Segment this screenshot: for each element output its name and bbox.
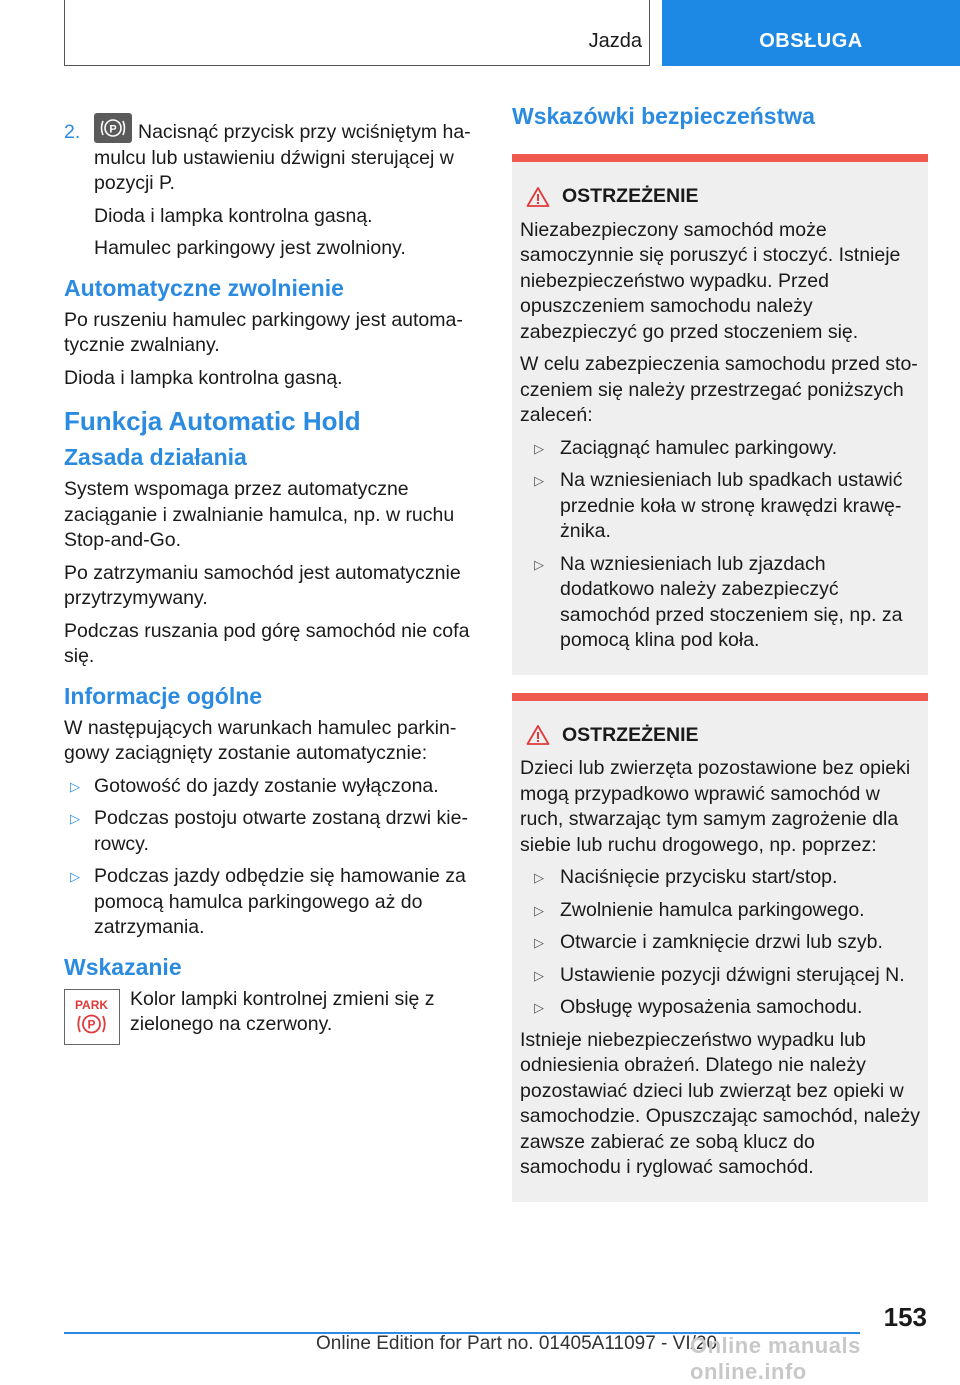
heading-principle: Zasada działania (64, 444, 247, 470)
triangle-bullet-icon: ▷ (534, 870, 544, 885)
triangle-bullet-icon: ▷ (534, 935, 544, 950)
step-number: 2. (64, 121, 81, 143)
list-item: ▷ Obsługę wyposażenia samochodu. (520, 995, 920, 1021)
step-result-1: Dioda i lampka kontrolna gasną. (94, 204, 373, 227)
warning-text: W celu zabezpieczenia samochodu przed stoczeniem się należy przestrzegać poniższych zaleceń: (520, 353, 918, 426)
warning-box-2 (512, 693, 928, 1202)
list-item: ▷ Ustawienie pozycji dźwigni sterującej N. (520, 963, 920, 989)
warning-title: OSTRZEŻENIE (520, 723, 920, 749)
list-item: ▷ Otwarcie i zamknięcie drzwi lub szyb. (520, 930, 920, 956)
warning-text: Istnieje niebezpieczeństwo wypadku lub odniesienia obrażeń. Dlatego nie należy pozostawiać dzieci lub zwierząt bez opieki w samochodzie. Opuszczając samochód, należy zawsze zabierać ze sobą klucz do samochodu i ryglować samochód. (520, 1028, 920, 1178)
step-text: P Nacisnąć przycisk przy wciśniętym hamulcu lub ustawieniu dźwigni sterującej w pozycji P. (94, 120, 480, 197)
right-column (512, 102, 928, 1220)
warning-text: Dzieci lub zwierzęta pozostawione bez opieki mogą przypadkowo wprawić samochód w ruch, stwarzając tym samym zagrożenie dla siebie lub ruchu drogowego, np. poprzez: (520, 757, 911, 856)
footer-edition: Online Edition for Part no. 01405A11097 - VI/20 (316, 1333, 718, 1354)
list-item: ▷ Na wzniesieniach lub spadkach ustawić przednie koła w stronę krawędzi krawężnika. (534, 469, 903, 542)
paragraph: System wspomaga przez automatyczne zaciąganie i zwalnianie hamulca, np. w ruchu Stop-and-Go. (64, 478, 455, 551)
list-item: ▷ Podczas jazdy odbędzie się hamowanie za pomocą hamulca parkingowego aż do zatrzymania. (70, 865, 466, 938)
heading-general-info: Informacje ogólne (64, 682, 263, 709)
warning-list (520, 436, 920, 654)
warning-triangle-icon (526, 186, 550, 208)
park-indicator-icon (64, 989, 120, 1045)
step-result-2: Hamulec parkingowy jest zwolniony. (94, 237, 406, 259)
svg-text:P: P (109, 123, 117, 136)
heading-display: Wskazanie (64, 953, 182, 980)
page-number: 153 (883, 1302, 927, 1332)
triangle-bullet-icon: ▷ (534, 473, 544, 488)
heading-safety: Wskazówki bezpieczeństwa (512, 103, 815, 129)
parking-brake-button-icon (94, 113, 132, 143)
list-item: ▷ Na wzniesieniach lub zjazdach dodatkowo należy zabezpieczyć samochód przed stoczeniem się, np. za pomocą klina pod koła. (534, 552, 903, 651)
warning-list (520, 865, 920, 1021)
triangle-bullet-icon: ▷ (534, 902, 544, 918)
warning-text: Niezabezpieczony samochód może samoczynnie się poruszyć i stoczyć. Istnieje niebezpieczeństwo wypadku. Przed opuszczeniem samochodu należy zabezpieczyć go przed stoczeniem się. (520, 218, 901, 343)
park-label: PARK (74, 997, 109, 1012)
triangle-bullet-icon: ▷ (70, 869, 80, 884)
heading-automatic-release: Automatyczne zwolnienie (64, 274, 344, 301)
warning-triangle-icon (526, 724, 550, 746)
list-item: ▷ Naciśnięcie przycisku start/stop. (520, 865, 920, 891)
svg-text:P: P (87, 1017, 96, 1031)
triangle-bullet-icon: ▷ (534, 556, 544, 572)
section-title: Jazda (588, 30, 642, 52)
triangle-bullet-icon: ▷ (534, 967, 544, 983)
paragraph: Po zatrzymaniu samochód jest automatycznie przytrzymywany. (64, 561, 461, 609)
paragraph: Podczas ruszania pod górę samochód nie cofa się. (64, 619, 470, 667)
footer-watermark: Online manuals online.info (690, 1333, 861, 1384)
warning-box-1 (512, 154, 928, 675)
triangle-bullet-icon: ▷ (70, 811, 80, 826)
paragraph: Po ruszeniu hamulec parkingowy jest automatycznie zwalniany. (64, 308, 463, 356)
heading-automatic-hold: Funkcja Automatic Hold (64, 406, 361, 436)
header-frame (64, 0, 650, 66)
list-item: ▷ Zaciągnąć hamulec parkingowy. (520, 436, 920, 462)
triangle-bullet-icon: ▷ (534, 440, 544, 456)
display-indicator (64, 987, 480, 1038)
chapter-tab[interactable]: OBSŁUGA (662, 0, 960, 66)
list-item: ▷ Zwolnienie hamulca parkingowego. (520, 898, 920, 924)
warning-title: OSTRZEŻENIE (520, 184, 920, 210)
paragraph: W następujących warunkach hamulec parkingowy zaciągnięty zostanie automatycznie: (64, 716, 457, 764)
general-list (64, 774, 480, 941)
triangle-bullet-icon: ▷ (534, 1000, 544, 1015)
display-text: Kolor lampki kontrolnej zmieni się z zielonego na czerwony. (130, 987, 435, 1035)
left-column (64, 120, 480, 1045)
triangle-bullet-icon: ▷ (70, 778, 80, 794)
step-2 (64, 120, 480, 262)
list-item: ▷ Podczas postoju otwarte zostaną drzwi kierowcy. (70, 807, 468, 855)
list-item: ▷ Gotowość do jazdy zostanie wyłączona. (64, 774, 480, 800)
paragraph: Dioda i lampka kontrolna gasną. (64, 366, 343, 389)
